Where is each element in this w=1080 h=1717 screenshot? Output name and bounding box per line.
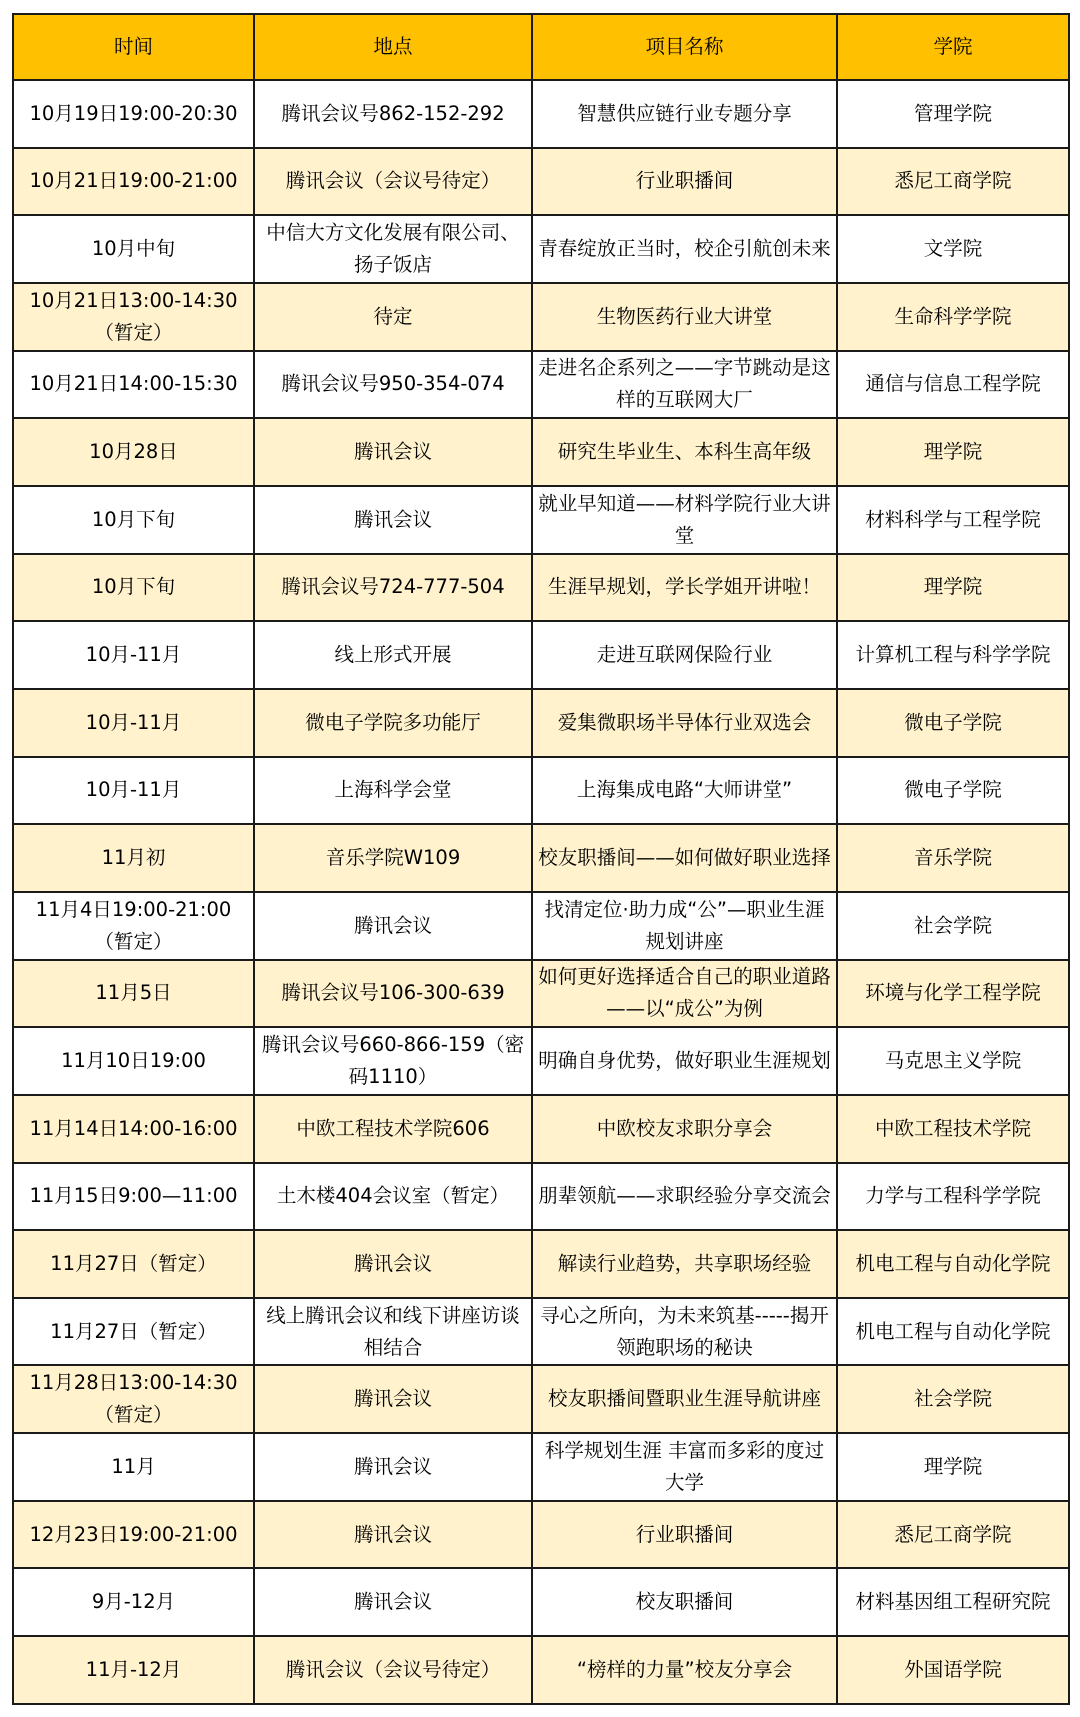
cell-project-name: 青春绽放正当时，校企引航创未来 bbox=[532, 215, 837, 283]
cell-project-name: 智慧供应链行业专题分享 bbox=[532, 80, 837, 148]
cell-time: 10月21日13:00-14:30（暂定） bbox=[13, 283, 254, 351]
cell-place: 线上形式开展 bbox=[254, 621, 532, 689]
table-row bbox=[13, 1298, 1069, 1366]
cell-school: 音乐学院 bbox=[837, 824, 1069, 892]
table-row bbox=[13, 1163, 1069, 1231]
cell-project-name: 生涯早规划，学长学姐开讲啦！ bbox=[532, 554, 837, 622]
cell-place: 腾讯会议号724-777-504 bbox=[254, 554, 532, 622]
cell-project-name: 校友职播间暨职业生涯导航讲座 bbox=[532, 1365, 837, 1433]
table-row bbox=[13, 148, 1069, 216]
cell-place: 音乐学院W109 bbox=[254, 824, 532, 892]
cell-school: 机电工程与自动化学院 bbox=[837, 1298, 1069, 1366]
cell-project-name: 生物医药行业大讲堂 bbox=[532, 283, 837, 351]
cell-place: 微电子学院多功能厅 bbox=[254, 689, 532, 757]
cell-school: 社会学院 bbox=[837, 892, 1069, 960]
header-time: 时间 bbox=[13, 14, 254, 80]
cell-time: 11月初 bbox=[13, 824, 254, 892]
header-place: 地点 bbox=[254, 14, 532, 80]
table-row bbox=[13, 1433, 1069, 1501]
cell-project-name: 研究生毕业生、本科生高年级 bbox=[532, 418, 837, 486]
cell-school: 微电子学院 bbox=[837, 757, 1069, 825]
table-row bbox=[13, 351, 1069, 419]
header-project-name: 项目名称 bbox=[532, 14, 837, 80]
cell-project-name: 科学规划生涯 丰富而多彩的度过大学 bbox=[532, 1433, 837, 1501]
cell-time: 11月 bbox=[13, 1433, 254, 1501]
table-row bbox=[13, 215, 1069, 283]
table-row bbox=[13, 418, 1069, 486]
cell-time: 11月4日19:00-21:00（暂定） bbox=[13, 892, 254, 960]
table-header bbox=[13, 14, 1069, 80]
cell-school: 马克思主义学院 bbox=[837, 1027, 1069, 1095]
cell-time: 10月下旬 bbox=[13, 554, 254, 622]
cell-school: 外国语学院 bbox=[837, 1636, 1069, 1704]
table-row bbox=[13, 1636, 1069, 1704]
table-row bbox=[13, 1230, 1069, 1298]
table-row bbox=[13, 1568, 1069, 1636]
header-school: 学院 bbox=[837, 14, 1069, 80]
cell-school: 材料基因组工程研究院 bbox=[837, 1568, 1069, 1636]
cell-place: 腾讯会议号862-152-292 bbox=[254, 80, 532, 148]
cell-school: 通信与信息工程学院 bbox=[837, 351, 1069, 419]
table-row bbox=[13, 892, 1069, 960]
cell-project-name: “榜样的力量”校友分享会 bbox=[532, 1636, 837, 1704]
cell-place: 腾讯会议 bbox=[254, 486, 532, 554]
cell-time: 10月21日14:00-15:30 bbox=[13, 351, 254, 419]
cell-school: 悉尼工商学院 bbox=[837, 1501, 1069, 1569]
table-row bbox=[13, 621, 1069, 689]
cell-place: 土木楼404会议室（暂定） bbox=[254, 1163, 532, 1231]
table-row bbox=[13, 1501, 1069, 1569]
table-row bbox=[13, 283, 1069, 351]
cell-time: 10月-11月 bbox=[13, 757, 254, 825]
cell-project-name: 行业职播间 bbox=[532, 1501, 837, 1569]
cell-project-name: 朋辈领航——求职经验分享交流会 bbox=[532, 1163, 837, 1231]
cell-project-name: 校友职播间 bbox=[532, 1568, 837, 1636]
table-row bbox=[13, 824, 1069, 892]
cell-time: 11月10日19:00 bbox=[13, 1027, 254, 1095]
cell-project-name: 解读行业趋势，共享职场经验 bbox=[532, 1230, 837, 1298]
cell-time: 11月15日9:00—11:00 bbox=[13, 1163, 254, 1231]
cell-time: 10月28日 bbox=[13, 418, 254, 486]
cell-place: 腾讯会议 bbox=[254, 418, 532, 486]
cell-time: 10月下旬 bbox=[13, 486, 254, 554]
cell-school: 理学院 bbox=[837, 1433, 1069, 1501]
table-row bbox=[13, 757, 1069, 825]
cell-project-name: 校友职播间——如何做好职业选择 bbox=[532, 824, 837, 892]
cell-time: 11月27日（暂定） bbox=[13, 1230, 254, 1298]
cell-school: 文学院 bbox=[837, 215, 1069, 283]
cell-school: 环境与化学工程学院 bbox=[837, 960, 1069, 1028]
schedule-table bbox=[12, 13, 1070, 1705]
cell-school: 管理学院 bbox=[837, 80, 1069, 148]
cell-time: 10月-11月 bbox=[13, 621, 254, 689]
table-body bbox=[13, 80, 1069, 1704]
cell-project-name: 寻心之所向，为未来筑基-----揭开领跑职场的秘诀 bbox=[532, 1298, 837, 1366]
cell-place: 待定 bbox=[254, 283, 532, 351]
cell-time: 11月27日（暂定） bbox=[13, 1298, 254, 1366]
cell-time: 10月中旬 bbox=[13, 215, 254, 283]
cell-place: 中信大方文化发展有限公司、扬子饭店 bbox=[254, 215, 532, 283]
cell-place: 腾讯会议 bbox=[254, 1568, 532, 1636]
cell-project-name: 明确自身优势，做好职业生涯规划 bbox=[532, 1027, 837, 1095]
cell-time: 10月-11月 bbox=[13, 689, 254, 757]
cell-place: 腾讯会议 bbox=[254, 1501, 532, 1569]
cell-time: 11月-12月 bbox=[13, 1636, 254, 1704]
cell-school: 中欧工程技术学院 bbox=[837, 1095, 1069, 1163]
cell-project-name: 找清定位·助力成“公”—职业生涯规划讲座 bbox=[532, 892, 837, 960]
cell-place: 腾讯会议号106-300-639 bbox=[254, 960, 532, 1028]
cell-school: 悉尼工商学院 bbox=[837, 148, 1069, 216]
header-row bbox=[13, 14, 1069, 80]
table-row bbox=[13, 1095, 1069, 1163]
cell-time: 11月28日13:00-14:30（暂定） bbox=[13, 1365, 254, 1433]
cell-time: 12月23日19:00-21:00 bbox=[13, 1501, 254, 1569]
cell-time: 10月21日19:00-21:00 bbox=[13, 148, 254, 216]
cell-project-name: 中欧校友求职分享会 bbox=[532, 1095, 837, 1163]
cell-place: 线上腾讯会议和线下讲座访谈相结合 bbox=[254, 1298, 532, 1366]
cell-school: 理学院 bbox=[837, 418, 1069, 486]
cell-time: 9月-12月 bbox=[13, 1568, 254, 1636]
cell-project-name: 走进名企系列之——字节跳动是这样的互联网大厂 bbox=[532, 351, 837, 419]
cell-project-name: 走进互联网保险行业 bbox=[532, 621, 837, 689]
table-row bbox=[13, 689, 1069, 757]
cell-place: 腾讯会议号950-354-074 bbox=[254, 351, 532, 419]
cell-place: 腾讯会议 bbox=[254, 1230, 532, 1298]
cell-time: 11月5日 bbox=[13, 960, 254, 1028]
cell-school: 力学与工程科学学院 bbox=[837, 1163, 1069, 1231]
cell-project-name: 如何更好选择适合自己的职业道路——以“成公”为例 bbox=[532, 960, 837, 1028]
cell-place: 腾讯会议 bbox=[254, 892, 532, 960]
cell-school: 计算机工程与科学学院 bbox=[837, 621, 1069, 689]
cell-school: 理学院 bbox=[837, 554, 1069, 622]
cell-place: 腾讯会议（会议号待定） bbox=[254, 1636, 532, 1704]
cell-place: 腾讯会议 bbox=[254, 1433, 532, 1501]
cell-place: 中欧工程技术学院606 bbox=[254, 1095, 532, 1163]
table-row bbox=[13, 960, 1069, 1028]
cell-time: 11月14日14:00-16:00 bbox=[13, 1095, 254, 1163]
cell-school: 微电子学院 bbox=[837, 689, 1069, 757]
table-row bbox=[13, 486, 1069, 554]
cell-place: 腾讯会议 bbox=[254, 1365, 532, 1433]
table-row bbox=[13, 1027, 1069, 1095]
cell-school: 生命科学学院 bbox=[837, 283, 1069, 351]
cell-project-name: 行业职播间 bbox=[532, 148, 837, 216]
cell-project-name: 上海集成电路“大师讲堂” bbox=[532, 757, 837, 825]
table-row bbox=[13, 554, 1069, 622]
cell-place: 腾讯会议（会议号待定） bbox=[254, 148, 532, 216]
table-row bbox=[13, 80, 1069, 148]
cell-project-name: 就业早知道——材料学院行业大讲堂 bbox=[532, 486, 837, 554]
cell-time: 10月19日19:00-20:30 bbox=[13, 80, 254, 148]
cell-school: 机电工程与自动化学院 bbox=[837, 1230, 1069, 1298]
cell-place: 腾讯会议号660-866-159（密码1110） bbox=[254, 1027, 532, 1095]
table-row bbox=[13, 1365, 1069, 1433]
cell-school: 社会学院 bbox=[837, 1365, 1069, 1433]
cell-project-name: 爱集微职场半导体行业双选会 bbox=[532, 689, 837, 757]
cell-place: 上海科学会堂 bbox=[254, 757, 532, 825]
cell-school: 材料科学与工程学院 bbox=[837, 486, 1069, 554]
